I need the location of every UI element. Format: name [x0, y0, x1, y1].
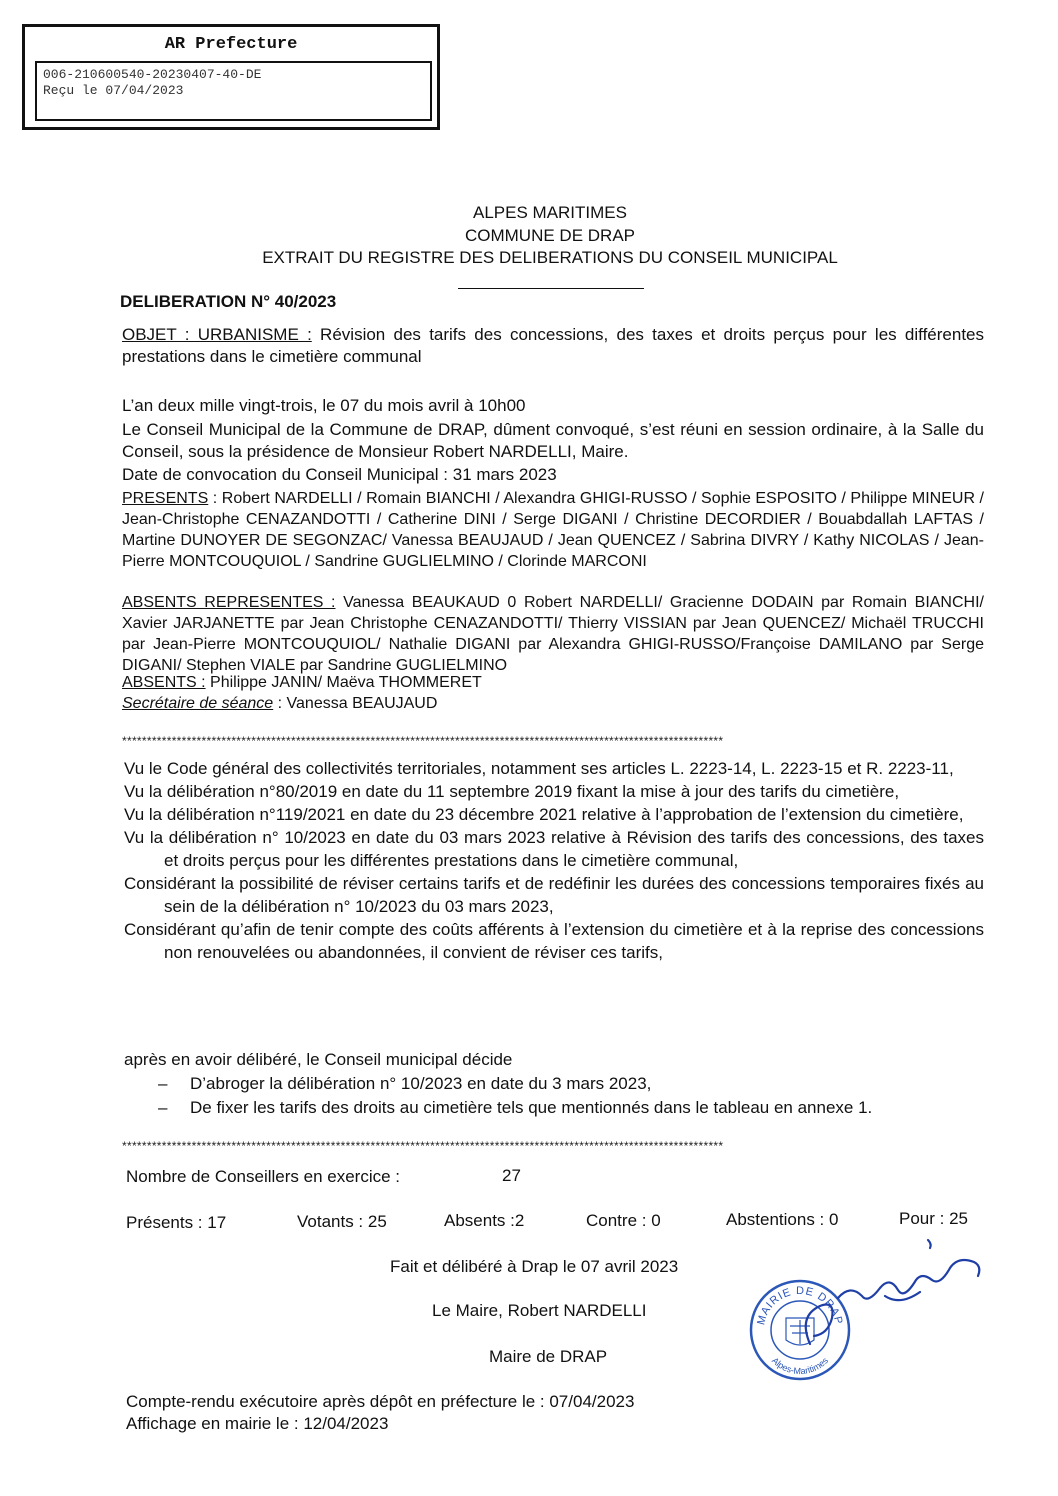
ar-received-date: Reçu le 07/04/2023 [43, 83, 184, 98]
stamp-top-text: MAIRIE DE DRAP [755, 1284, 845, 1327]
header-register-title: EXTRAIT DU REGISTRE DES DELIBERATIONS DU CONSEIL MUNICIPAL [262, 248, 838, 267]
list-dash: – [158, 1098, 168, 1117]
separator-bottom: ************************************************************************************************************************* [122, 1140, 724, 1152]
place-and-date: Fait et délibéré à Drap le 07 avril 2023 [390, 1257, 679, 1276]
objet-label: OBJET : URBANISME : [122, 325, 312, 344]
vote-votants: Votants : 25 [297, 1212, 387, 1231]
secretary-name: : Vanessa BEAUJAUD [273, 695, 438, 712]
ar-prefecture-details [35, 61, 432, 121]
convocation-date: Date de convocation du Conseil Municipal : 31 mars 2023 [122, 465, 557, 484]
ar-reference: 006-210600540-20230407-40-DE [43, 67, 262, 82]
presents-paragraph [122, 488, 984, 572]
mayor-title: Maire de DRAP [489, 1347, 608, 1366]
vote-pour: Pour : 25 [899, 1209, 968, 1228]
header-department: ALPES MARITIMES [473, 203, 627, 222]
header-commune: COMMUNE DE DRAP [464, 226, 635, 245]
absents-label: ABSENTS : [122, 674, 206, 691]
ar-prefecture-title: AR Prefecture [164, 35, 298, 54]
vu-delib-2023: Vu la délibération n° 10/2023 en date du 03 mars 2023 relative à Révision des tarifs des concessions, des taxes et droits perçus pour les différentes prestations dans le cimetière communal, [124, 828, 984, 870]
separator-top: ************************************************************************************************************************* [122, 735, 724, 747]
vote-contre: Contre : 0 [586, 1211, 661, 1230]
decision-item [158, 1074, 651, 1094]
posting-date: Affichage en mairie le : 12/04/2023 [126, 1414, 389, 1433]
objet-text: Révision des tarifs des concessions, des taxes et droits perçus pour les différentes prestations dans le cimetière communal [122, 325, 984, 366]
deliberation-number: DELIBERATION N° 40/2023 [120, 292, 337, 311]
list-dash: – [158, 1074, 168, 1093]
mayor-signature [790, 1236, 990, 1356]
vote-absents: Absents :2 [444, 1211, 525, 1230]
in-office-label: Nombre de Conseillers en exercice : [126, 1167, 401, 1186]
decision-intro: après en avoir délibéré, le Conseil municipal décide [124, 1050, 513, 1069]
vu-delib-2021: Vu la délibération n°119/2021 en date du 23 décembre 2021 relative à l’approbation de l’extension du cimetière, [124, 805, 964, 824]
secretary-line [122, 693, 437, 714]
council-line: Le Conseil Municipal de la Commune de DRAP, dûment convoqué, s’est réuni en session ordinaire, à la Salle du Conseil, sous la présidence de Monsieur Robert NARDELLI, Maire. [122, 420, 984, 461]
header-divider [458, 288, 644, 289]
represented-paragraph [122, 592, 984, 676]
presents-label: PRESENTS [122, 490, 209, 507]
decision-item-text: D’abroger la délibération n° 10/2023 en date du 3 mars 2023, [190, 1074, 652, 1093]
considerant-costs: Considérant qu’afin de tenir compte des coûts afférents à l’extension du cimetière et à la reprise des concessions non renouvelées ou abandonnées, il convient de réviser ces tarifs, [124, 920, 984, 962]
vu-cgct: Vu le Code général des collectivités territoriales, notamment ses articles L. 2223-14, L. 2223-15 et R. 2223-11, [124, 759, 954, 778]
vu-delib-2019: Vu la délibération n°80/2019 en date du 11 septembre 2019 fixant la mise à jour des tarifs du cimetière, [124, 782, 900, 801]
legal-basis-block [124, 757, 984, 964]
absents-line [122, 672, 482, 693]
absents-list: Philippe JANIN/ Maëva THOMMERET [205, 674, 482, 691]
vote-abstentions: Abstentions : 0 [726, 1210, 839, 1229]
vote-presents: Présents : 17 [126, 1213, 227, 1232]
ar-prefecture-box [22, 24, 440, 130]
considerant-revision: Considérant la possibilité de réviser certains tarifs et de redéfinir les durées des concessions temporaires fixés au sein de la délibération n° 10/2023 du 03 mars 2023, [124, 874, 984, 916]
mayor-name: Le Maire, Robert NARDELLI [432, 1301, 647, 1320]
objet-paragraph [122, 324, 984, 368]
presents-list: : Robert NARDELLI / Romain BIANCHI / Alexandra GHIGI-RUSSO / Sophie ESPOSITO / Philippe MINEUR / Jean-Christophe CENAZANDOTTI / Catherine DINI / Serge DIGANI / Christine DECORDIER / Bouabdallah LAFTAS / Martine DUNOYER DE SEGONZAC/ Vanessa BEAUJAUD / Jean QUENCEZ / Sabrina DIVRY / Kathy NICOLAS / Jean-Pierre MONTCOUQUIOL / Sandrine GUGLIELMINO / Clorinde MARCONI [122, 490, 984, 570]
in-office-count: 27 [502, 1166, 521, 1185]
meeting-date-line: L’an deux mille vingt-trois, le 07 du mois avril à 10h00 [122, 396, 526, 415]
represented-list: Vanessa BEAUKAUD 0 Robert NARDELLI/ Gracienne DODAIN par Romain BIANCHI/ Xavier JARJANETTE par Jean Christophe CENAZANDOTTI/ Thierry VISSIAN par Jean QUENCEZ/ Michaël TRUCCHI par Jean-Pierre MONTCOUQUIOL/ Nathalie DIGANI par Alexandra GHIGI-RUSSO/Françoise DAMILANO par Serge DIGANI/ Stephen VIALE par Sandrine GUGLIELMINO [122, 594, 984, 674]
stamp-bottom-text: Alpes-Maritimes [769, 1355, 831, 1377]
secretary-label: Secrétaire de séance [122, 695, 274, 712]
decision-item [158, 1098, 872, 1118]
represented-label: ABSENTS REPRESENTES : [122, 594, 336, 611]
executory-report-date: Compte-rendu exécutoire après dépôt en préfecture le : 07/04/2023 [126, 1392, 635, 1411]
decision-item-text: De fixer les tarifs des droits au cimetière tels que mentionnés dans le tableau en annexe 1. [190, 1098, 873, 1117]
